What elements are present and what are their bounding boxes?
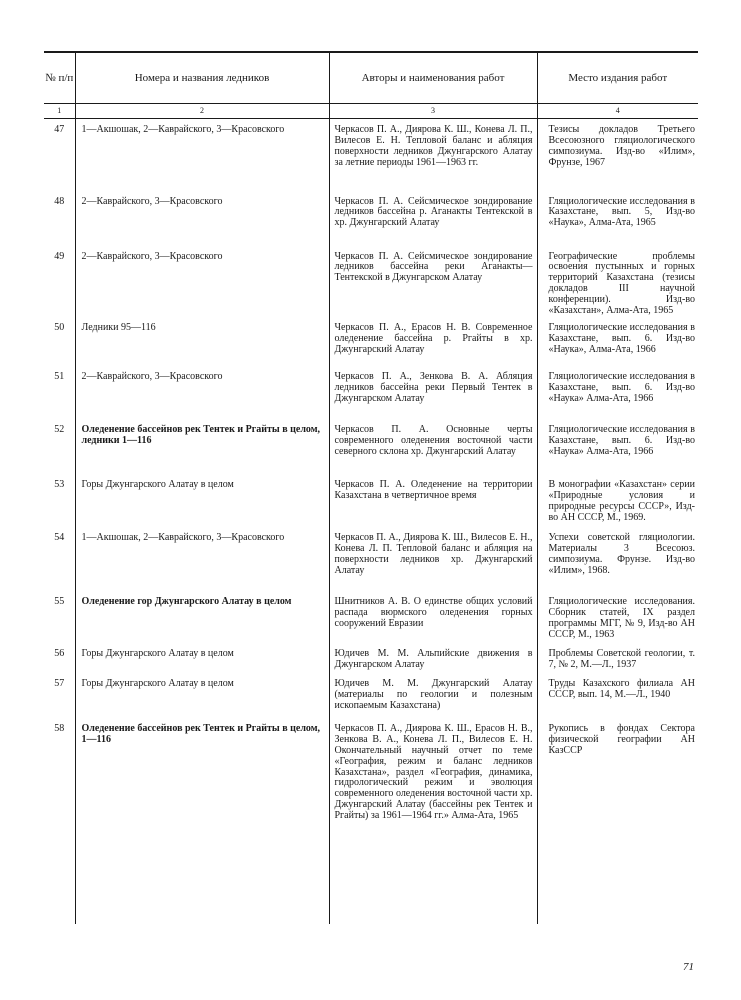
row-place: Рукопись в фондах Сектора физической географии АН КазССР: [537, 718, 698, 924]
row-glaciers: Ледники 95—116: [75, 317, 329, 366]
row-place: Гляциологические исследования. Сборник статей, IX раздел программы МГГ, № 9, Изд-во АН СССР, М., 1963: [537, 591, 698, 643]
table-row: [44, 527, 698, 591]
table-row: [44, 474, 698, 527]
table-row: [44, 317, 698, 366]
row-place: Гляциологические исследования в Казахстане, вып. 6. Изд-во «Наука» Алма-Ата, 1966: [537, 419, 698, 474]
row-authors: Юдичев М. М. Джунгарский Алатау (материалы по геологии и полезным ископаемым Казахстана): [329, 673, 537, 718]
row-glaciers: Горы Джунгарского Алатау в целом: [75, 673, 329, 718]
row-authors: Черкасов П. А. Сейсмическое зондирование ледников бассейна р. Аганакты Тентекской в хр. Джунгарский Алатау: [329, 191, 537, 246]
row-glaciers: 2—Каврайского, 3—Красовского: [75, 366, 329, 419]
row-place: Тезисы докладов Третьего Всесоюзного гляциологического симпозиума. Изд-во «Илим», Фрунзе, 1967: [537, 119, 698, 191]
column-number-1: 1: [44, 104, 75, 119]
row-number: 58: [54, 722, 65, 734]
row-place: Гляциологические исследования в Казахстане, вып. 6. Изд-во «Наука» Алма-Ата, 1966: [537, 366, 698, 419]
row-number: 49: [54, 250, 65, 262]
row-place: Труды Казахского филиала АН СССР, вып. 14, М.—Л., 1940: [537, 673, 698, 718]
row-authors: Черкасов П. А., Диярова К. Ш., Конева Л. П., Вилесов Е. Н. Тепловой баланс и абляция поверхности ледников Джунгарского Алатау за летние периоды 1961—1963 гг.: [329, 119, 537, 191]
row-authors: Черкасов П. А., Диярова К. Ш., Ерасов Н. В., Зенкова В. А., Конева Л. П., Вилесов Е. Н. Окончательный научный отчет по теме «География, режим и баланс ледников Казахстана», раздел «География, динамика, гидрологический режим и эволюция современного оледенения восточной части хр. Джунгарский Алатау (бассейны рек Тентек и Ргайты) за 1961—1964 гг.» Алма-Ата, 1965: [329, 718, 537, 924]
row-place: Успехи советской гляциологии. Материалы 3 Всесоюз. симпозиума. Фрунзе. Изд-во «Илим», 1968.: [537, 527, 698, 591]
row-place: Проблемы Советской геологии, т. 7, № 2, М.—Л., 1937: [537, 643, 698, 673]
row-authors: Шнитников А. В. О единстве общих условий распада вюрмского оледенения горных сооружений Евразии: [329, 591, 537, 643]
row-authors: Черкасов П. А. Сейсмическое зондирование ледников бассейна реки Аганакты—Тентекской в Джунгарском Алатау: [329, 246, 537, 317]
header-place: Место издания работ: [537, 52, 698, 104]
column-number-3: 3: [329, 104, 537, 119]
row-authors: Черкасов П. А., Ерасов Н. В. Современное оледенение бассейна р. Ргайты в хр. Джунгарский Алатау: [329, 317, 537, 366]
bibliography-table: [44, 51, 698, 924]
row-place: Географические проблемы освоения пустынных и горных территорий Казахстана (тезисы докладов III научной конференции). Изд-во «Казахстан», Алма-Ата, 1965: [537, 246, 698, 317]
row-glaciers: Горы Джунгарского Алатау в целом: [75, 474, 329, 527]
row-glaciers: 1—Акшошак, 2—Каврайского, 3—Красовского: [75, 119, 329, 191]
column-number-4: 4: [537, 104, 698, 119]
row-glaciers: Оледенение бассейнов рек Тентек и Ргайты в целом, ледники 1—116: [75, 419, 329, 474]
row-glaciers: 1—Акшошак, 2—Каврайского, 3—Красовского: [75, 527, 329, 591]
page-number: 71: [683, 961, 694, 973]
row-authors: Юдичев М. М. Альпийские движения в Джунгарском Алатау: [329, 643, 537, 673]
column-number-2: 2: [75, 104, 329, 119]
row-number: 57: [54, 677, 65, 689]
table-row: [44, 419, 698, 474]
row-authors: Черкасов П. А. Основные черты современного оледенения восточной части северного склона хр. Джунгарский Алатау: [329, 419, 537, 474]
header-glaciers: Номера и названия ледников: [75, 52, 329, 104]
table-row: [44, 673, 698, 718]
row-number: 55: [54, 595, 65, 607]
row-glaciers: Горы Джунгарского Алатау в целом: [75, 643, 329, 673]
row-number: 51: [54, 370, 65, 382]
row-glaciers: 2—Каврайского, 3—Красовского: [75, 191, 329, 246]
row-place: Гляциологические исследования в Казахстане, вып. 5, Изд-во «Наука», Алма-Ата, 1965: [537, 191, 698, 246]
header-number: № п/п: [44, 52, 75, 104]
table-row: [44, 191, 698, 246]
table-row: [44, 246, 698, 317]
row-place: В монографии «Казахстан» серии «Природные условия и природные ресурсы СССР», Изд-во АН СССР, М., 1969.: [537, 474, 698, 527]
table-row: [44, 718, 698, 924]
row-number: 47: [54, 124, 65, 135]
table-row: [44, 591, 698, 643]
row-glaciers: Оледенение гор Джунгарского Алатау в целом: [75, 591, 329, 643]
row-number: 52: [54, 423, 65, 435]
row-glaciers: 2—Каврайского, 3—Красовского: [75, 246, 329, 317]
table-row: [44, 643, 698, 673]
table-row: [44, 366, 698, 419]
row-number: 50: [54, 321, 65, 333]
document-page: [44, 51, 698, 934]
row-number: 56: [54, 647, 65, 659]
row-number: 54: [54, 531, 65, 543]
table-body: [44, 119, 698, 924]
row-number: 48: [54, 195, 65, 207]
header-authors: Авторы и наименования работ: [329, 52, 537, 104]
row-place: Гляциологические исследования в Казахстане, вып. 6. Изд-во «Наука», Алма-Ата, 1966: [537, 317, 698, 366]
row-number: 53: [54, 478, 65, 490]
row-glaciers: Оледенение бассейнов рек Тентек и Ргайты в целом, 1—116: [75, 718, 329, 924]
table-header: [44, 52, 698, 119]
row-authors: Черкасов П. А., Диярова К. Ш., Вилесов Е. Н., Конева Л. П. Тепловой баланс и абляция на поверхности ледников хр. Джунгарский Алатау: [329, 527, 537, 591]
row-authors: Черкасов П. А., Зенкова В. А. Абляция ледников бассейна реки Первый Тентек в Джунгарском Алатау: [329, 366, 537, 419]
row-authors: Черкасов П. А. Оледенение на территории Казахстана в четвертичное время: [329, 474, 537, 527]
table-row: [44, 119, 698, 191]
